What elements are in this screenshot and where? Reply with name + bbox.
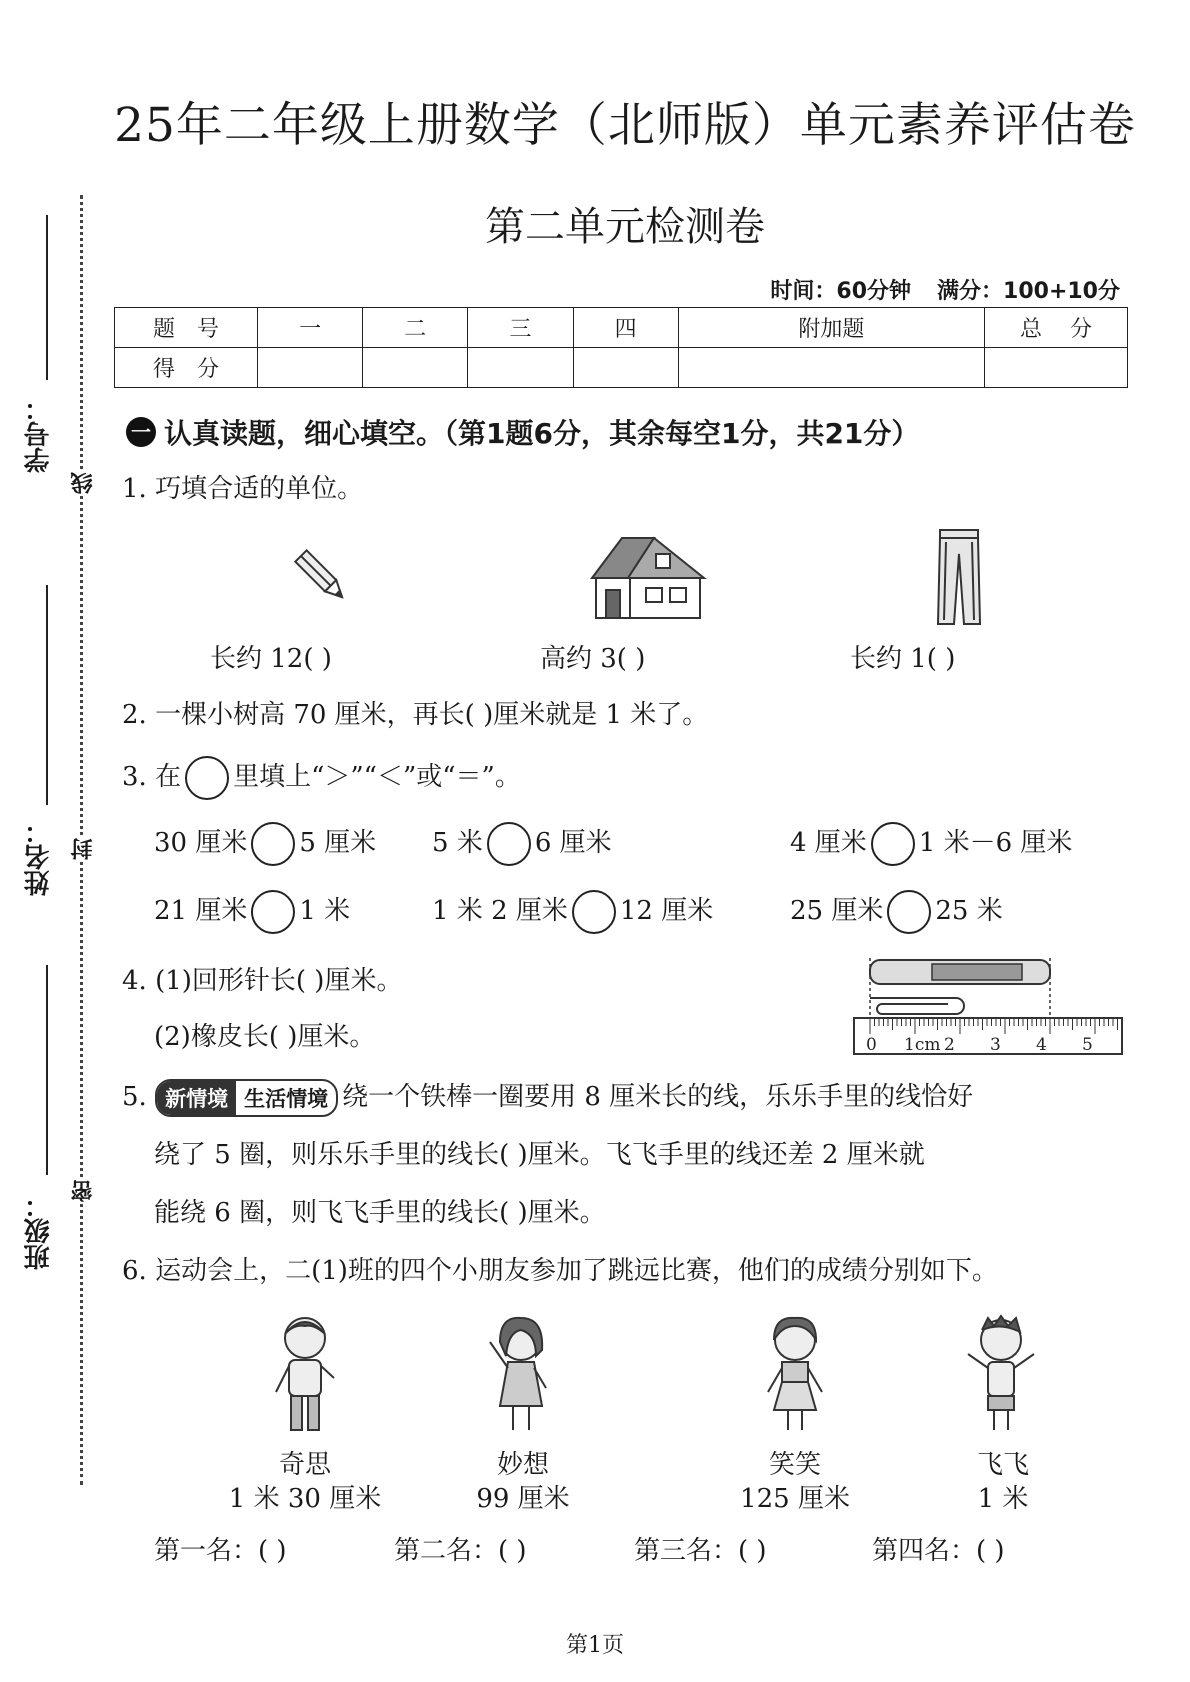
ruler-label: 3 (990, 1035, 1001, 1055)
paperclip-icon (870, 998, 964, 1014)
q4-line2[interactable]: (2)橡皮长( )厘米。 (154, 1022, 376, 1052)
ruler-label: 0 (866, 1035, 877, 1055)
q3-item (432, 822, 612, 866)
score-cell: 附加题 (678, 308, 984, 348)
section-number: 一 (126, 417, 156, 447)
compare-circle-input[interactable] (887, 890, 931, 934)
compare-circle-input[interactable] (871, 822, 915, 866)
q3-item (790, 890, 1003, 934)
section-heading-text: 认真读题，细心填空。（第1题6分，其余每空1分，共21分） (164, 417, 920, 450)
rank-second[interactable]: 第二名：( ) (394, 1536, 527, 1566)
compare-circle (185, 756, 229, 800)
girl-xiaoxiao-icon (754, 1312, 836, 1436)
kid-score: 99 厘米 (476, 1484, 570, 1514)
compare-right: 1 米－6 厘米 (918, 828, 1073, 858)
kid-score: 125 厘米 (740, 1484, 850, 1514)
rank-first[interactable]: 第一名：( ) (154, 1536, 287, 1566)
kid-score: 1 米 (977, 1484, 1029, 1514)
name-label: 姓名： (24, 818, 54, 896)
class-label: 班级： (24, 1192, 54, 1270)
rank-third[interactable]: 第三名：( ) (634, 1536, 767, 1566)
q1-blank-trousers[interactable]: 长约 1( ) (850, 644, 956, 674)
q3-item (790, 822, 1072, 866)
q5-line2[interactable]: 绕了 5 圈，则乐乐手里的线长( )厘米。飞飞手里的线还差 2 厘米就 (154, 1140, 925, 1170)
kid-name: 笑笑 (768, 1450, 821, 1480)
pencil-icon (292, 540, 358, 606)
kid-score: 1 米 30 厘米 (228, 1484, 382, 1514)
compare-right: 25 米 (935, 896, 1003, 926)
compare-circle-input[interactable] (251, 822, 295, 866)
q3-prefix: 3. 在 (122, 762, 182, 792)
score-cell: 一 (258, 308, 363, 348)
full-score: 满分：100+10分 (937, 279, 1120, 304)
ruler-label: 1cm (904, 1035, 941, 1055)
name-line (46, 585, 48, 805)
compare-left: 1 米 2 厘米 (432, 896, 568, 926)
q5-number: 5. (122, 1082, 147, 1112)
time-limit: 时间：60分钟 (770, 279, 912, 304)
page-number: 第1页 (566, 1633, 624, 1658)
ruler-label: 4 (1036, 1035, 1047, 1055)
binding-mark-seal: 封 (68, 838, 99, 860)
q4-line1[interactable]: 4. (1)回形针长( )厘米。 (122, 966, 403, 996)
q5-text: 绕一个铁棒一圈要用 8 厘米长的线，乐乐手里的线恰好 (342, 1082, 974, 1112)
compare-right: 6 厘米 (534, 828, 612, 858)
rank-fourth[interactable]: 第四名：( ) (872, 1536, 1005, 1566)
score-table-header-row (115, 308, 1128, 348)
tag-new-context: 新情境 (157, 1081, 236, 1115)
trousers-icon (932, 528, 986, 626)
boy-feifei-icon (958, 1312, 1044, 1436)
compare-left: 25 厘米 (790, 896, 884, 926)
page-subtitle: 第二单元检测卷 (485, 204, 765, 250)
kid-name: 飞飞 (976, 1450, 1029, 1480)
girl-miaoxiang-icon (478, 1312, 560, 1436)
score-input-cell[interactable] (468, 348, 573, 388)
score-input-cell[interactable] (985, 348, 1128, 388)
class-line (46, 965, 48, 1175)
eraser-icon (870, 960, 1050, 984)
compare-left: 4 厘米 (790, 828, 867, 858)
exam-meta (744, 274, 1120, 305)
house-icon (588, 528, 708, 624)
kid-name: 奇思 (278, 1450, 331, 1480)
ruler-figure (852, 954, 1124, 1056)
score-table (114, 307, 1128, 388)
score-input-cell[interactable] (573, 348, 678, 388)
section-heading (126, 412, 919, 452)
ruler-label: 2 (944, 1035, 955, 1055)
page-title: 25年二年级上册数学（北师版）单元素养评估卷 (114, 98, 1136, 153)
student-id-label: 学号： (24, 395, 54, 473)
q2-prompt: 2. 一棵小树高 70 厘米，再长( )厘米就是 1 米了。 (122, 700, 709, 730)
score-cell: 总分 (985, 308, 1128, 348)
q6-prompt: 6. 运动会上，二(1)班的四个小朋友参加了跳远比赛，他们的成绩分别如下。 (122, 1256, 998, 1286)
compare-circle-input[interactable] (487, 822, 531, 866)
q3-prompt (122, 756, 521, 800)
score-input-cell[interactable] (258, 348, 363, 388)
compare-right: 12 厘米 (619, 896, 714, 926)
tag-life-context: 生活情境 (244, 1087, 329, 1111)
score-input-cell[interactable] (678, 348, 984, 388)
compare-left: 30 厘米 (154, 828, 248, 858)
compare-right: 5 厘米 (299, 828, 377, 858)
q1-blank-pencil[interactable]: 长约 12( ) (210, 644, 332, 674)
score-input-cell[interactable] (363, 348, 468, 388)
q3-suffix: 里填上“＞”“＜”或“＝”。 (233, 762, 521, 792)
compare-right: 1 米 (299, 896, 351, 926)
binding-mark-line: 线 (68, 472, 99, 494)
q5-line3[interactable]: 能绕 6 圈，则飞飞手里的线长( )厘米。 (154, 1198, 606, 1228)
compare-circle-input[interactable] (251, 890, 295, 934)
q1-prompt: 1. 巧填合适的单位。 (122, 474, 364, 504)
ruler-label: 5 (1082, 1035, 1093, 1055)
context-tag (155, 1079, 338, 1117)
score-cell: 四 (573, 308, 678, 348)
score-table-score-row (115, 348, 1128, 388)
score-row-label: 得分 (115, 348, 258, 388)
score-cell: 题号 (115, 308, 258, 348)
score-cell: 二 (363, 308, 468, 348)
compare-circle-input[interactable] (572, 890, 616, 934)
kid-name: 妙想 (496, 1450, 549, 1480)
compare-left: 21 厘米 (154, 896, 248, 926)
score-cell: 三 (468, 308, 573, 348)
binding-mark-secret: 密 (68, 1180, 99, 1202)
q3-item (432, 890, 713, 934)
q5-line1 (122, 1076, 973, 1117)
q3-item (154, 822, 376, 866)
student-id-line (46, 215, 48, 380)
compare-left: 5 米 (432, 828, 483, 858)
boy-qisi-icon (264, 1312, 346, 1436)
q1-blank-house[interactable]: 高约 3( ) (540, 644, 646, 674)
q3-item (154, 890, 350, 934)
